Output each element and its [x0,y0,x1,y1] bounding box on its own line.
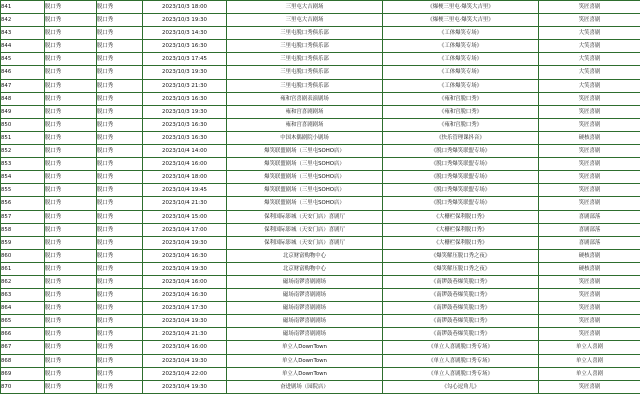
organizer-cell: 笑匠喜剧 [539,105,640,118]
show-title-cell: 《南锣鼓巷爆笑脱口秀》 [383,275,539,288]
datetime-cell: 2023/10/4 22:00 [143,367,227,380]
venue-cell: 奋进剧场（园院店） [227,380,383,393]
venue-cell: 三里屯大吉剧场 [227,1,383,14]
category-cell: 脱口秀 [45,341,97,354]
show-title-cell: 《勾心逗角儿》 [383,380,539,393]
organizer-cell: 笑匠喜剧 [539,145,640,158]
venue-cell: 爆笑联盟剧场（三里屯SOHO店） [227,171,383,184]
venue-cell: 雍和宫喜剧剧场 [227,105,383,118]
show-title-cell: 《雍和宫脱口秀》 [383,105,539,118]
datetime-cell: 2023/10/3 17:45 [143,53,227,66]
datetime-cell: 2023/10/3 19:30 [143,66,227,79]
show-title-cell: 《脱口秀爆笑联盟专场》 [383,184,539,197]
row-number-cell: 859 [1,236,45,249]
table-row [1,53,640,66]
show-title-cell: 《工体爆笑专场》 [383,53,539,66]
venue-cell: 保利国际影城（天安门店）喜剧厅 [227,210,383,223]
category-cell: 脱口秀 [45,158,97,171]
show-title-cell: 《快乐管理课抖音》 [383,131,539,144]
show-title-cell: 《雍和宫脱口秀》 [383,92,539,105]
venue-cell: 保利国际影城（天安门店）喜剧厅 [227,236,383,249]
type-cell: 脱口秀 [97,210,143,223]
datetime-cell: 2023/10/4 19:30 [143,354,227,367]
organizer-cell: 笑匠喜剧 [539,302,640,315]
organizer-cell: 笑匠喜剧 [539,328,640,341]
row-number-cell: 858 [1,223,45,236]
organizer-cell: 喜剧部落 [539,223,640,236]
organizer-cell: 笑匠喜剧 [539,380,640,393]
row-number-cell: 846 [1,66,45,79]
row-number-cell: 864 [1,302,45,315]
table-row [1,380,640,393]
datetime-cell: 2023/10/4 18:00 [143,171,227,184]
venue-cell: 磁场南锣喜剧剧场 [227,315,383,328]
organizer-cell: 大笑喜剧 [539,27,640,40]
row-number-cell: 854 [1,171,45,184]
datetime-cell: 2023/10/3 16:30 [143,40,227,53]
show-title-cell: 《雍和宫脱口秀》 [383,118,539,131]
category-cell: 脱口秀 [45,275,97,288]
row-number-cell: 870 [1,380,45,393]
datetime-cell: 2023/10/3 14:30 [143,27,227,40]
row-number-cell: 848 [1,92,45,105]
show-title-cell: 《工体爆笑专场》 [383,79,539,92]
type-cell: 脱口秀 [97,262,143,275]
venue-cell: 爆笑联盟剧场（三里屯SOHO店） [227,184,383,197]
type-cell: 脱口秀 [97,27,143,40]
show-title-cell: 《脱口秀爆笑联盟专场》 [383,171,539,184]
row-number-cell: 855 [1,184,45,197]
show-title-cell: 《南锣鼓巷爆笑脱口秀》 [383,289,539,302]
category-cell: 脱口秀 [45,66,97,79]
category-cell: 脱口秀 [45,210,97,223]
category-cell: 脱口秀 [45,40,97,53]
datetime-cell: 2023/10/4 15:00 [143,210,227,223]
table-row [1,328,640,341]
datetime-cell: 2023/10/3 19:30 [143,14,227,27]
table-row [1,66,640,79]
row-number-cell: 866 [1,328,45,341]
datetime-cell: 2023/10/4 17:30 [143,302,227,315]
type-cell: 脱口秀 [97,118,143,131]
show-title-cell: 《单立人喜剧脱口秀专场》 [383,354,539,367]
show-title-cell: 《南锣鼓巷爆笑脱口秀》 [383,328,539,341]
row-number-cell: 845 [1,53,45,66]
organizer-cell: 笑匠喜剧 [539,315,640,328]
type-cell: 脱口秀 [97,184,143,197]
organizer-cell: 笑匠喜剧 [539,158,640,171]
show-title-cell: 《大栅栏保利脱口秀》 [383,223,539,236]
table-row [1,40,640,53]
venue-cell: 雍和宫喜剧剧场 [227,118,383,131]
datetime-cell: 2023/10/4 14:00 [143,145,227,158]
type-cell: 脱口秀 [97,302,143,315]
table-row [1,262,640,275]
venue-cell: 单立人DownTown [227,354,383,367]
category-cell: 脱口秀 [45,262,97,275]
venue-cell: 三里屯大吉剧场 [227,14,383,27]
table-body [1,1,640,394]
venue-cell: 三里屯脱口秀俱乐部 [227,66,383,79]
datetime-cell: 2023/10/4 19:30 [143,236,227,249]
table-row [1,145,640,158]
category-cell: 脱口秀 [45,92,97,105]
type-cell: 脱口秀 [97,341,143,354]
row-number-cell: 850 [1,118,45,131]
type-cell: 脱口秀 [97,197,143,210]
row-number-cell: 841 [1,1,45,14]
venue-cell: 单立人DownTown [227,367,383,380]
organizer-cell: 笑匠喜剧 [539,118,640,131]
show-title-cell: 《爆笑解压脱口秀之夜》 [383,262,539,275]
row-number-cell: 842 [1,14,45,27]
show-title-cell: 《脱口秀爆笑联盟专场》 [383,145,539,158]
category-cell: 脱口秀 [45,171,97,184]
row-number-cell: 860 [1,249,45,262]
type-cell: 脱口秀 [97,40,143,53]
type-cell: 脱口秀 [97,14,143,27]
row-number-cell: 865 [1,315,45,328]
category-cell: 脱口秀 [45,315,97,328]
datetime-cell: 2023/10/4 17:00 [143,223,227,236]
type-cell: 脱口秀 [97,354,143,367]
row-number-cell: 844 [1,40,45,53]
organizer-cell: 笑匠喜剧 [539,171,640,184]
venue-cell: 磁场南锣喜剧剧场 [227,289,383,302]
organizer-cell: 笑匠喜剧 [539,1,640,14]
show-title-cell: 《大栅栏保利脱口秀》 [383,210,539,223]
type-cell: 脱口秀 [97,289,143,302]
table-row [1,171,640,184]
category-cell: 脱口秀 [45,223,97,236]
category-cell: 脱口秀 [45,131,97,144]
row-number-cell: 868 [1,354,45,367]
category-cell: 脱口秀 [45,197,97,210]
table-row [1,289,640,302]
datetime-cell: 2023/10/4 21:30 [143,197,227,210]
organizer-cell: 硬核喜剧 [539,249,640,262]
table-row [1,184,640,197]
organizer-cell: 大笑喜剧 [539,40,640,53]
show-title-cell: 《南锣鼓巷爆笑脱口秀》 [383,315,539,328]
organizer-cell: 笑匠喜剧 [539,14,640,27]
type-cell: 脱口秀 [97,367,143,380]
organizer-cell: 笑匠喜剧 [539,92,640,105]
type-cell: 脱口秀 [97,315,143,328]
datetime-cell: 2023/10/4 19:30 [143,380,227,393]
table-row [1,315,640,328]
organizer-cell: 大笑喜剧 [539,53,640,66]
datetime-cell: 2023/10/4 16:30 [143,289,227,302]
organizer-cell: 笑匠喜剧 [539,197,640,210]
datetime-cell: 2023/10/4 19:45 [143,184,227,197]
category-cell: 脱口秀 [45,14,97,27]
row-number-cell: 856 [1,197,45,210]
organizer-cell: 笑匠喜剧 [539,184,640,197]
show-title-cell: 《单立人喜剧脱口秀专场》 [383,367,539,380]
datetime-cell: 2023/10/4 19:30 [143,315,227,328]
venue-cell: 爆笑联盟剧场（三里屯SOHO店） [227,197,383,210]
category-cell: 脱口秀 [45,328,97,341]
category-cell: 脱口秀 [45,105,97,118]
row-number-cell: 862 [1,275,45,288]
row-number-cell: 861 [1,262,45,275]
row-number-cell: 851 [1,131,45,144]
datetime-cell: 2023/10/4 21:30 [143,328,227,341]
type-cell: 脱口秀 [97,131,143,144]
datetime-cell: 2023/10/3 16:30 [143,131,227,144]
table-row [1,354,640,367]
table-row [1,1,640,14]
row-number-cell: 863 [1,289,45,302]
type-cell: 脱口秀 [97,328,143,341]
venue-cell: 单立人DownTown [227,341,383,354]
row-number-cell: 869 [1,367,45,380]
category-cell: 脱口秀 [45,118,97,131]
organizer-cell: 笑匠喜剧 [539,289,640,302]
datetime-cell: 2023/10/3 19:30 [143,105,227,118]
organizer-cell: 喜剧部落 [539,236,640,249]
datetime-cell: 2023/10/3 21:30 [143,79,227,92]
type-cell: 脱口秀 [97,236,143,249]
show-title-cell: 《工体爆笑专场》 [383,66,539,79]
venue-cell: 北京财富购物中心 [227,249,383,262]
venue-cell: 磁场南锣喜剧剧场 [227,328,383,341]
venue-cell: 磁场南锣喜剧剧场 [227,302,383,315]
datetime-cell: 2023/10/4 16:00 [143,158,227,171]
category-cell: 脱口秀 [45,302,97,315]
organizer-cell: 大笑喜剧 [539,79,640,92]
venue-cell: 雍和宫喜剧表演剧场 [227,92,383,105]
datetime-cell: 2023/10/4 16:30 [143,249,227,262]
type-cell: 脱口秀 [97,171,143,184]
table-row [1,236,640,249]
table-row [1,367,640,380]
show-title-cell: 《工体爆笑专场》 [383,40,539,53]
category-cell: 脱口秀 [45,79,97,92]
category-cell: 脱口秀 [45,1,97,14]
table-row [1,275,640,288]
type-cell: 脱口秀 [97,249,143,262]
show-title-cell: 《爆笑解压脱口秀之夜》 [383,249,539,262]
show-title-cell: 《大栅栏保利脱口秀》 [383,236,539,249]
table-row [1,131,640,144]
show-title-cell: 《工体爆笑专场》 [383,27,539,40]
venue-cell: 磁场南锣喜剧剧场 [227,275,383,288]
row-number-cell: 857 [1,210,45,223]
table-row [1,158,640,171]
category-cell: 脱口秀 [45,184,97,197]
venue-cell: 三里屯脱口秀俱乐部 [227,79,383,92]
show-title-cell: 《爆梗三里屯·爆笑大吉里》 [383,1,539,14]
venue-cell: 保利国际影城（天安门店）喜剧厅 [227,223,383,236]
show-title-cell: 《南锣鼓巷爆笑脱口秀》 [383,302,539,315]
datetime-cell: 2023/10/4 16:00 [143,275,227,288]
organizer-cell: 大笑喜剧 [539,66,640,79]
table-row [1,197,640,210]
table-row [1,118,640,131]
type-cell: 脱口秀 [97,79,143,92]
show-title-cell: 《爆梗三里屯·爆笑大吉里》 [383,14,539,27]
type-cell: 脱口秀 [97,380,143,393]
venue-cell: 爆笑联盟剧场（三里屯SOHO店） [227,145,383,158]
organizer-cell: 喜剧部落 [539,210,640,223]
table-row [1,249,640,262]
venue-cell: 三里屯脱口秀俱乐部 [227,40,383,53]
table-row [1,92,640,105]
type-cell: 脱口秀 [97,145,143,158]
organizer-cell: 硬核喜剧 [539,131,640,144]
datetime-cell: 2023/10/4 19:30 [143,262,227,275]
type-cell: 脱口秀 [97,66,143,79]
type-cell: 脱口秀 [97,223,143,236]
category-cell: 脱口秀 [45,236,97,249]
type-cell: 脱口秀 [97,1,143,14]
row-number-cell: 849 [1,105,45,118]
row-number-cell: 843 [1,27,45,40]
category-cell: 脱口秀 [45,289,97,302]
datetime-cell: 2023/10/3 16:30 [143,118,227,131]
category-cell: 脱口秀 [45,367,97,380]
category-cell: 脱口秀 [45,249,97,262]
organizer-cell: 单立人喜剧 [539,354,640,367]
table-row [1,27,640,40]
type-cell: 脱口秀 [97,53,143,66]
datetime-cell: 2023/10/4 16:00 [143,341,227,354]
show-title-cell: 《单立人喜剧脱口秀专场》 [383,341,539,354]
category-cell: 脱口秀 [45,27,97,40]
row-number-cell: 867 [1,341,45,354]
table-row [1,14,640,27]
venue-cell: 北京财富购物中心 [227,262,383,275]
organizer-cell: 硬核喜剧 [539,262,640,275]
category-cell: 脱口秀 [45,145,97,158]
category-cell: 脱口秀 [45,380,97,393]
venue-cell: 三里屯脱口秀俱乐部 [227,53,383,66]
organizer-cell: 单立人喜剧 [539,367,640,380]
table-row [1,210,640,223]
row-number-cell: 847 [1,79,45,92]
show-title-cell: 《脱口秀爆笑联盟专场》 [383,158,539,171]
type-cell: 脱口秀 [97,158,143,171]
datetime-cell: 2023/10/3 18:00 [143,1,227,14]
row-number-cell: 853 [1,158,45,171]
category-cell: 脱口秀 [45,354,97,367]
organizer-cell: 笑匠喜剧 [539,275,640,288]
venue-cell: 三里屯脱口秀俱乐部 [227,27,383,40]
type-cell: 脱口秀 [97,92,143,105]
organizer-cell: 单立人喜剧 [539,341,640,354]
venue-cell: 爆笑联盟剧场（三里屯SOHO店） [227,158,383,171]
table-row [1,223,640,236]
table-row [1,302,640,315]
table-row [1,105,640,118]
type-cell: 脱口秀 [97,105,143,118]
datetime-cell: 2023/10/3 16:30 [143,92,227,105]
table-row [1,341,640,354]
row-number-cell: 852 [1,145,45,158]
show-title-cell: 《脱口秀爆笑联盟专场》 [383,197,539,210]
venue-cell: 中国木偶剧院小剧场 [227,131,383,144]
table-row [1,79,640,92]
category-cell: 脱口秀 [45,53,97,66]
type-cell: 脱口秀 [97,275,143,288]
